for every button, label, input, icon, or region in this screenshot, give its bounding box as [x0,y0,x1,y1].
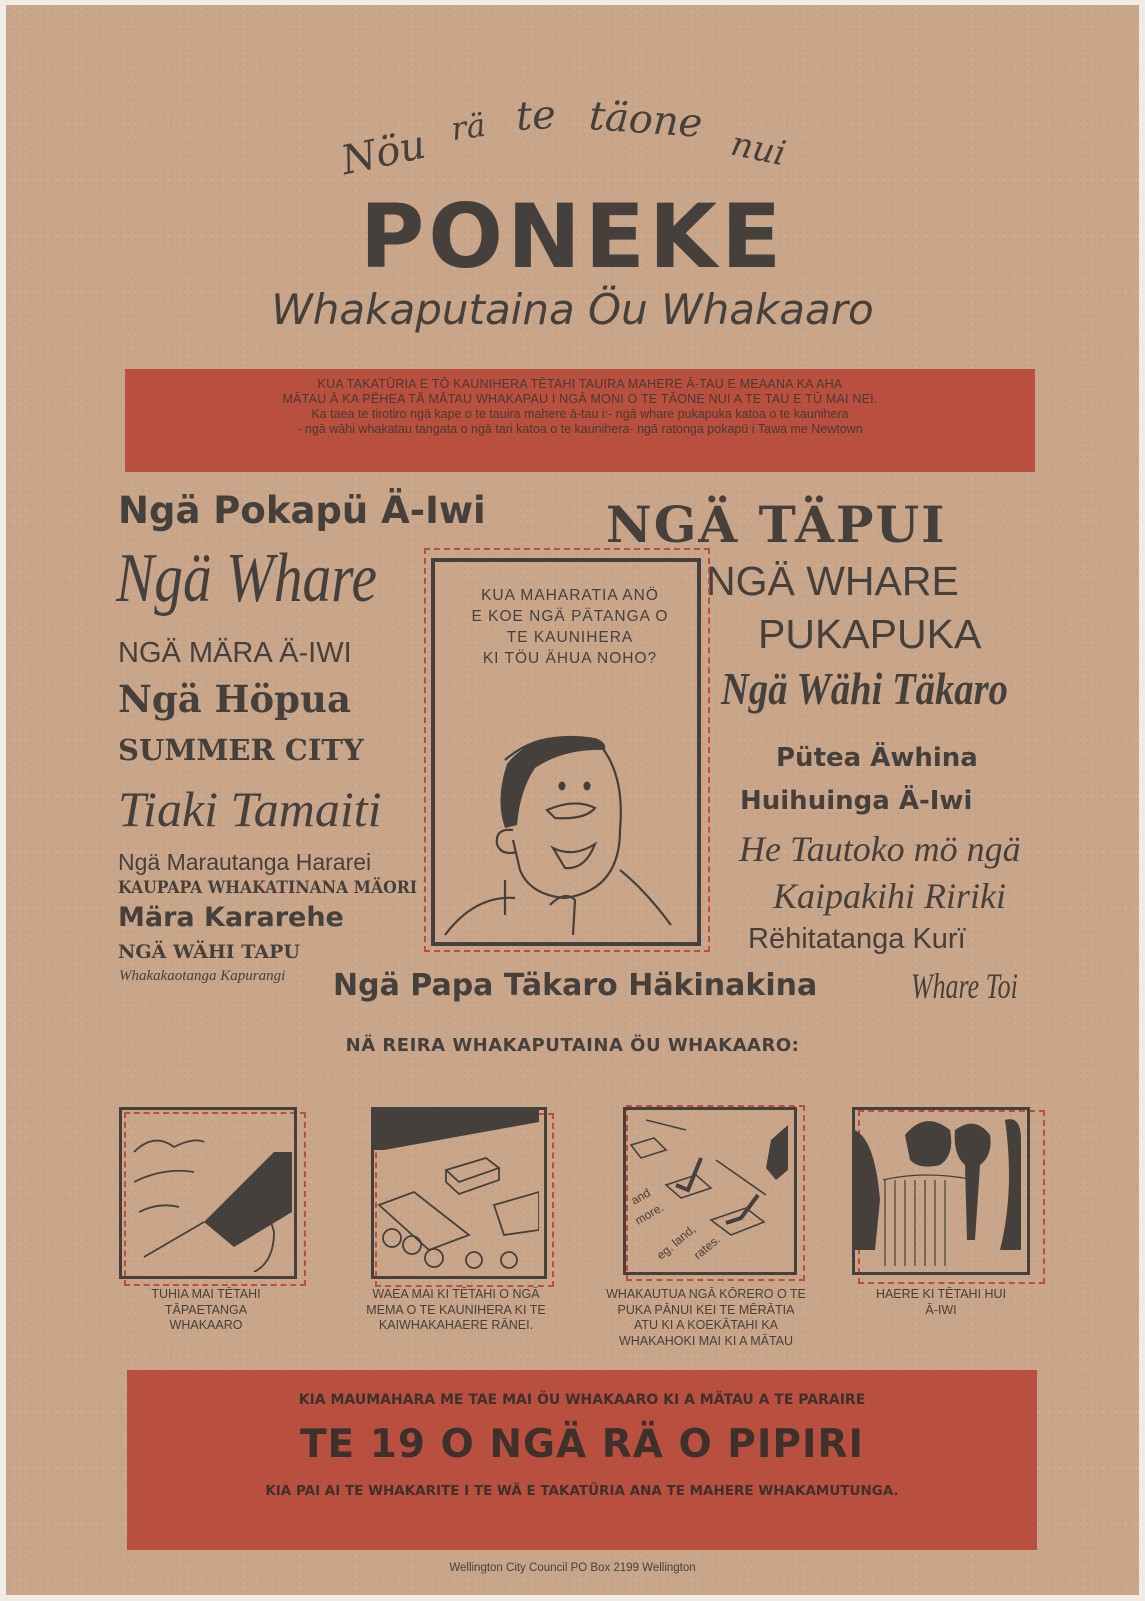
telephone-keypad-illustration [374,1110,539,1271]
topic-item-bottom: Ngä Papa Täkaro Häkinakina [333,968,818,1003]
topic-item: PUKAPUKA [758,611,982,657]
topic-item: Ngä Pokapü Ä-Iwi [118,489,486,532]
topic-item: NGÄ MÄRA Ä-IWI [118,637,352,669]
step-caption [841,1287,1041,1318]
tagline-word: täone [587,93,704,147]
topic-item: Tiaki Tamaiti [118,781,382,837]
topic-item: He Tautoko mö ngä [739,829,1021,869]
form-text: rates. [690,1232,723,1263]
question-line: TE KAUNIHERA [506,629,634,646]
step-caption [581,1287,831,1349]
notice-line: MĀTAU Ā KA PĒHEA TĀ MĀTAU WHAKAPAU I NGĀ MONI O TE TĀONE NUI A TE TAU E TŪ MAI NEI. [282,392,878,406]
form-text: eg. land, [653,1221,699,1263]
deadline-line3: KIA PAI AI TE WHAKARITE I TE WÄ E TAKATÜRIA ANA TE MAHERE WHAKAMUTUNGA. [265,1483,899,1499]
writing-hand-illustration [124,1112,292,1272]
topic-item: Huihuinga Ä-Iwi [740,786,973,816]
topic-item: NGÄ TÄPUI [606,495,947,554]
topic-item: Ngä Marautanga Hararei [118,849,372,875]
poster-subtitle: Whakaputaina Öu Whakaaro [271,285,874,334]
tagline-word: rä [448,105,488,149]
topic-item: Whakakaotanga Kapurangi [119,968,286,984]
topic-item: NGÄ WHARE [706,558,959,604]
form-text: and [628,1185,653,1208]
caption-line: WAEA MAI KI TĒTAHI O NGĀ [372,1287,540,1301]
poster [6,5,1139,1595]
caption-line: HAERE KI TĒTAHI HUI [875,1287,1007,1301]
survey-form-illustration [626,1110,788,1266]
notice-line: Ka taea te tirotiro ngā kape o te tauira mahere ā-tau i:- ngā whare pukapuka katoa o te kaunihera [311,407,849,421]
notice-line: KUA TAKATŪRIA E TŌ KAUNIHERA TĒTAHI TAUIRA MAHERE Ā-TAU E MEAANA KA AHA [317,377,843,391]
notice-line: - ngā wāhi whakatau tangata o ngā tari katoa o te kaunihera- ngā ratonga pokapū i Tawa me Newtown [297,422,863,436]
public-meeting-illustration [855,1110,1021,1266]
step-caption [341,1287,571,1334]
question-line: E KOE NGÄ PÄTANGA O [471,608,669,625]
form-text: more. [632,1200,667,1228]
caption-line: MEMA O TE KAUNIHERA KI TE [366,1302,546,1317]
center-panel-question [436,585,704,669]
caption-line: WHAKAHOKI MAI KI A MĀTAU [618,1333,794,1348]
notice-band [125,369,1035,472]
topic-item: Ngä Whare [116,540,377,617]
man-thinking-illustration [435,720,691,938]
caption-line: WHAKAARO [169,1318,243,1332]
question-line: KI TÖU ÄHUA NOHO? [482,650,658,667]
topic-item: Ngä Höpua [118,677,351,721]
caption-line: Ā-IWI [925,1302,957,1317]
poster-title: PONEKE [359,185,786,288]
deadline-band [127,1370,1037,1550]
footer-address: Wellington City Council PO Box 2199 Wellington [449,1562,696,1574]
tagline-word: te [514,91,557,141]
caption-line: KAIWHAKAHAERE RĀNEI. [378,1318,534,1332]
deadline-line1: KIA MAUMAHARA ME TAE MAI ÖU WHAKAARO KI A MÄTAU A TE PARAIRE [298,1392,866,1408]
tagline-word: nui [727,123,790,175]
topic-item: Pütea Äwhina [776,743,978,773]
call-to-action: NÄ REIRA WHAKAPUTAINA ÖU WHAKAARO: [345,1035,800,1056]
deadline-date: TE 19 O NGÄ RÄ O PIPIRI [299,1422,865,1467]
caption-line: TĀPAETANGA [164,1302,248,1317]
topic-item: KAUPAPA WHAKATINANA MÄORI [118,878,418,898]
topic-item: Ngä Wähi Täkaro [721,663,1008,714]
caption-line: ATU KI A KOEKĀTAHI KA [633,1318,779,1332]
tagline-word: Nöu [337,121,430,185]
caption-line: PUKA PĀNUI KEI TE MĒRĀTIA [617,1302,795,1317]
topic-item: NGÄ WÄHI TAPU [118,941,300,963]
topic-item: Mära Kararehe [118,902,344,933]
topic-item: Kaipakihi Ririki [773,876,1006,916]
question-line: KUA MAHARATIA ANÖ [481,587,659,604]
topic-item: Whare Toi [911,966,1018,1006]
topic-item: SUMMER CITY [118,733,364,767]
topic-item: Rëhitatanga Kurï [748,923,966,955]
caption-line: TUHIA MAI TĒTAHI [151,1287,261,1301]
step-caption [116,1287,296,1334]
caption-line: WHAKAUTUA NGĀ KŌRERO O TE [606,1287,806,1301]
